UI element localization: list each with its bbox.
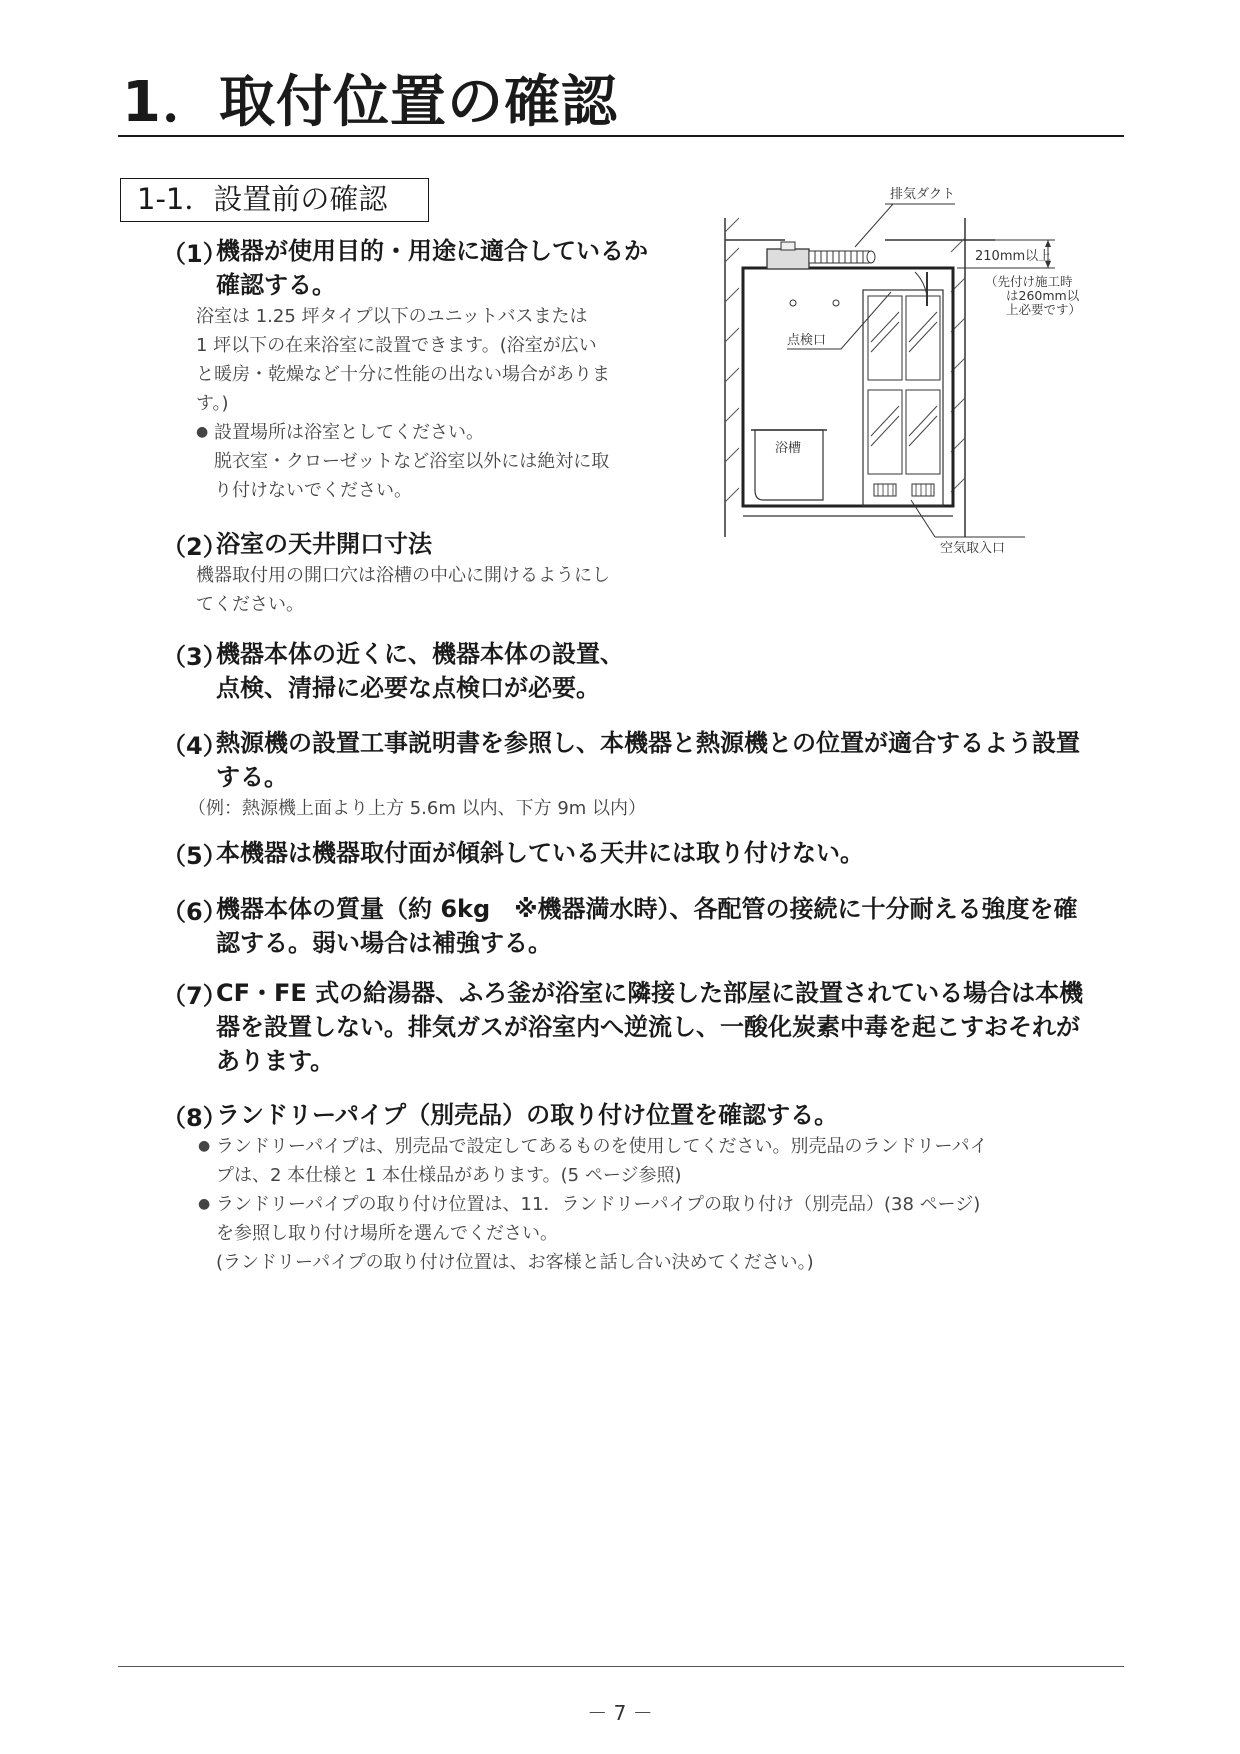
desc-line: り付けないでください。	[214, 480, 412, 501]
heading-line: あります。	[216, 1047, 335, 1075]
heading-line: CF・FE 式の給湯器、ふろ釜が浴室に隣接した部屋に設置されている場合は本機	[216, 979, 1084, 1007]
item-number: （1）	[162, 240, 227, 268]
exhaust-duct-label: 排気ダクト	[890, 187, 956, 202]
dimension-note-line: 上必要です）	[1006, 302, 1082, 317]
item-number: （2）	[162, 533, 227, 561]
duct-end	[867, 251, 875, 263]
item-heading	[216, 234, 682, 302]
item-note: （例：熱源機上面より上方 5.6m 以内、下方 9m 以内）	[188, 798, 647, 819]
item-4	[162, 726, 1132, 823]
item-heading: 本機器は機器取付面が傾斜している天井には取り付けない。	[216, 839, 864, 867]
bullet-item	[198, 1132, 1132, 1190]
desc-line: 脱衣室・クローゼットなど浴室以外には絶対に取	[214, 451, 610, 472]
item-description	[196, 561, 682, 619]
desc-line: 1 坪以下の在来浴室に設置できます。(浴室が広い	[196, 335, 597, 356]
item-heading: ランドリーパイプ（別売品）の取り付け位置を確認する。	[216, 1101, 839, 1129]
heading-line: 機器本体の近くに、機器本体の設置、	[216, 640, 624, 668]
door-swing-arc	[915, 272, 927, 306]
item-2	[162, 527, 682, 619]
bullet-subtext	[214, 447, 682, 505]
item-description	[196, 302, 676, 418]
item-number: （4）	[162, 732, 227, 760]
page-number: － 7 －	[587, 1701, 653, 1725]
item-number: （8）	[162, 1104, 227, 1132]
bullet-line: プは、2 本仕様と 1 本仕様品があります。(5 ページ参照)	[216, 1165, 682, 1186]
item-tail-note: (ランドリーパイプの取り付け位置は、お客様と話し合い決めてください。)	[216, 1252, 814, 1273]
heading-line: 器を設置しない。排気ガスが浴室内へ逆流し、一酸化炭素中毒を起こすおそれが	[216, 1013, 1080, 1041]
glass-reflections	[871, 312, 937, 446]
item-number: （5）	[162, 842, 227, 870]
door-panel	[868, 390, 902, 474]
item-7	[162, 976, 1132, 1078]
grille-slats	[878, 484, 931, 496]
item-number: （6）	[162, 898, 227, 926]
bullet-item	[198, 1190, 1132, 1248]
heading-line: 機器が使用目的・用途に適合しているか	[216, 237, 648, 265]
item-heading	[216, 726, 1132, 794]
item-number: （3）	[162, 643, 227, 671]
desc-line: す。)	[196, 393, 229, 414]
bathroom-unit	[743, 268, 953, 506]
item-heading	[216, 892, 1132, 960]
bullet-line: を参照し取り付け場所を選んでください。	[216, 1223, 558, 1244]
page-title: 1．取付位置の確認	[122, 70, 618, 135]
air-intake-label: 空気取入口	[940, 541, 1006, 556]
bathroom-section-diagram	[715, 182, 1082, 567]
bathtub-label: 浴槽	[775, 441, 802, 456]
footer-divider	[118, 1666, 1124, 1667]
item-6	[162, 892, 1132, 960]
ceiling-screw	[833, 300, 839, 306]
item-heading	[216, 637, 722, 705]
heading-line: 認する。弱い場合は補強する。	[216, 929, 552, 957]
title-divider	[118, 135, 1124, 137]
item-3	[162, 637, 722, 705]
item-heading	[216, 976, 1132, 1078]
heading-line: 熱源機の設置工事説明書を参照し、本機器と熱源機との位置が適合するよう設置	[216, 729, 1080, 757]
wall-hatch-left	[725, 218, 739, 502]
dimension-note-line: （先付け施工時	[985, 274, 1073, 289]
bullet-item: ● 設置場所は浴室としてください。	[196, 418, 682, 447]
door-panel	[906, 390, 940, 474]
ventilator-unit	[767, 249, 809, 269]
bullet-line: ● ランドリーパイプの取り付け位置は、11．ランドリーパイプの取り付け（別売品）(38 ページ)	[216, 1194, 981, 1215]
desc-line: 機器取付用の開口穴は浴槽の中心に開けるようにし	[196, 565, 610, 586]
desc-line: 浴室は 1.25 坪タイプ以下のユニットバスまたは	[196, 306, 588, 327]
dimension-note-line: は260mm以	[1006, 288, 1080, 303]
heading-line: する。	[216, 763, 288, 791]
desc-line: と暖房・乾燥など十分に性能の出ない場合がありま	[196, 364, 610, 385]
door-panel	[906, 296, 940, 380]
heading-line: 点検、清掃に必要な点検口が必要。	[216, 674, 600, 702]
inspection-port-label: 点検口	[787, 333, 827, 348]
item-heading: 浴室の天井開口寸法	[216, 530, 432, 558]
heading-line: 確認する。	[216, 271, 336, 299]
dimension-label: 210mm以上	[975, 249, 1052, 264]
item-8	[162, 1098, 1132, 1277]
ceiling-screw	[790, 300, 796, 306]
dimension-arrowhead-top	[1045, 240, 1051, 247]
section-heading: 1-1．設置前の確認	[120, 178, 429, 222]
door-panel	[868, 296, 902, 380]
item-number: （7）	[162, 982, 227, 1010]
item-1	[162, 234, 682, 505]
item-5	[162, 836, 1132, 870]
ventilator-top	[781, 242, 795, 250]
desc-line: てください。	[196, 594, 304, 615]
heading-line: 機器本体の質量（約 6kg ※機器満水時）、各配管の接続に十分耐える強度を確	[216, 895, 1078, 923]
bullet-line: ● ランドリーパイプは、別売品で設定してあるものを使用してください。別売品のランドリーパイ	[216, 1136, 988, 1157]
installation-diagram	[715, 182, 1082, 571]
